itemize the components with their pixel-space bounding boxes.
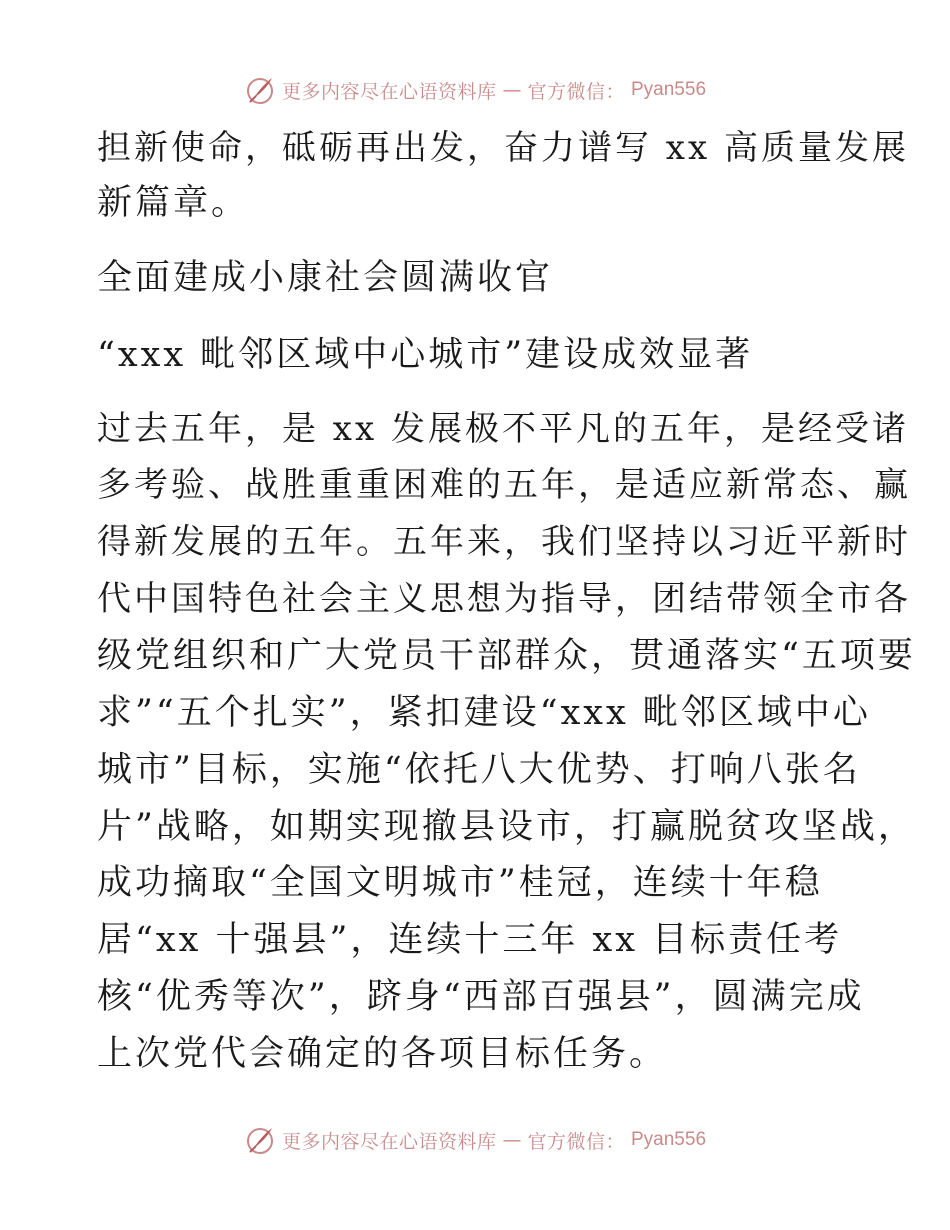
section-heading: 全面建成小康社会圆满收官 (97, 258, 554, 298)
watermark-account: Pyan556 (631, 79, 707, 100)
watermark-separator: — (502, 79, 522, 101)
body-line: 担新使命，砥砺再出发，奋力谱写 xx 高质量发展 (97, 128, 909, 168)
footer-watermark (0, 1120, 950, 1160)
watermark-separator: — (502, 1129, 522, 1151)
body-line: 代中国特色社会主义思想为指导，团结带领全市各 (97, 579, 911, 619)
watermark-text: 更多内容尽在心语资料库 (281, 80, 497, 103)
body-line: 上次党代会确定的各项目标任务。 (97, 1034, 668, 1074)
watermark-official-label: 官方微信： (527, 1130, 625, 1153)
watermark-account: Pyan556 (631, 1129, 707, 1150)
feather-pen-logo-icon (244, 74, 276, 106)
watermark-text: 更多内容尽在心语资料库 (281, 1130, 497, 1153)
body-line: 新篇章。 (97, 183, 250, 223)
subsection-heading: “xxx 毗邻区域中心城市”建设成效显著 (97, 335, 754, 375)
body-line: 成功摘取“全国文明城市”桂冠，连续十年稳 (97, 863, 823, 903)
body-line: 核“优秀等次”，跻身“西部百强县”，圆满完成 (97, 977, 865, 1017)
body-line: 得新发展的五年。五年来，我们坚持以习近平新时 (97, 522, 911, 562)
body-line: 多考验、战胜重重困难的五年，是适应新常态、赢 (97, 465, 911, 505)
body-line: 求”“五个扎实”，紧扣建设“xxx 毗邻区域中心 (97, 693, 871, 733)
body-line: 过去五年，是 xx 发展极不平凡的五年，是经受诸 (97, 409, 909, 449)
header-watermark (0, 70, 950, 110)
body-line: 城市”目标，实施“依托八大优势、打响八张名 (97, 750, 861, 790)
body-line: 级党组织和广大党员干部群众，贯通落实“五项要 (97, 636, 916, 676)
feather-pen-logo-icon (244, 1124, 276, 1156)
body-line: 居“xx 十强县”，连续十三年 xx 目标责任考 (97, 920, 843, 960)
watermark-official-label: 官方微信： (527, 80, 625, 103)
body-line: 片”战略，如期实现撤县设市，打赢脱贫攻坚战， (97, 807, 916, 847)
